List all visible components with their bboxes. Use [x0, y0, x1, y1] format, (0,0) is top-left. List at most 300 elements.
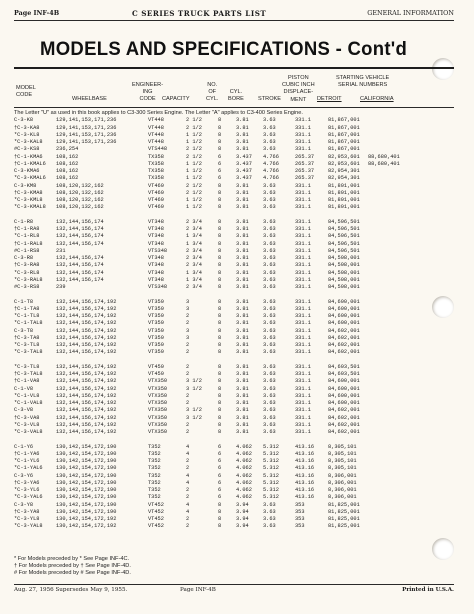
cylinders-cell: 8 [218, 139, 222, 145]
table-row [14, 125, 454, 132]
stroke-cell: 5.312 [263, 443, 279, 450]
engineering-code-cell: VT348 [148, 276, 164, 283]
wheelbase-cell: 129,141,153,171,236 [56, 139, 117, 145]
model-code-cell: †C-1-RA8 [14, 226, 40, 232]
bore-cell: 3.94 [236, 523, 249, 530]
column-header-stroke: STROKE [258, 96, 282, 102]
cylinders-cell: 8 [218, 508, 222, 515]
stroke-cell: 3.63 [263, 189, 276, 196]
wheelbase-cell: 132,144,156,174 [56, 240, 104, 247]
detroit-serial-cell: 84,506,501 [328, 233, 360, 240]
displacement-cell: 331.1 [295, 204, 311, 211]
footer-page-number: Page INF-4B [180, 587, 216, 593]
bore-cell: 3.81 [236, 371, 249, 377]
column-header-displacement: PISTON CUBIC INCH DISPLACE- MENT [282, 75, 315, 103]
model-code-cell: *C-3-VL8 [14, 421, 40, 428]
capacity-cell: 2 1/2 [186, 124, 202, 131]
header-divider [14, 20, 454, 21]
displacement-cell: 265.37 [295, 153, 315, 160]
bore-cell: 3.81 [236, 226, 249, 232]
table-row [14, 415, 454, 422]
stroke-cell: 3.63 [263, 371, 276, 377]
table-row [14, 429, 454, 436]
wheelbase-cell: 231 [56, 247, 66, 254]
capacity-cell: 2 3/4 [186, 262, 202, 269]
stroke-cell: 3.63 [263, 139, 276, 145]
engineering-code-cell: VT460 [148, 204, 164, 211]
model-code-cell: C-3-K8 [14, 117, 34, 124]
engineering-code-cell: VT350 [148, 349, 164, 356]
stroke-cell: 5.312 [263, 487, 279, 493]
detroit-serial-cell: 84,600,001 [328, 378, 360, 385]
engineering-code-cell: VT348 [148, 255, 164, 261]
displacement-cell: 331.1 [295, 124, 311, 131]
engine-series-note: The Letter "U" as used in this book applies to C3-300 Series Engine. The Letter "A" applies to C3-400 Series Engine. [14, 110, 303, 116]
detroit-serial-cell: 84,603,501 [328, 371, 360, 377]
bore-cell: 3.81 [236, 349, 249, 356]
capacity-cell: 2 1/2 [186, 189, 202, 196]
model-code-cell: #C-1-RS8 [14, 247, 40, 254]
capacity-cell: 1 1/2 [186, 139, 202, 145]
displacement-cell: 331.1 [295, 421, 311, 428]
capacity-cell: 1 3/4 [186, 240, 202, 247]
wheelbase-cell: 132,144,156,174,192 [56, 378, 117, 385]
cylinders-cell: 8 [218, 269, 222, 276]
engineering-code-cell: VTS448 [148, 146, 168, 153]
wheelbase-cell: 132,144,156,174,192 [56, 363, 117, 370]
engineering-code-cell: VT452 [148, 508, 164, 515]
table-row [14, 436, 454, 443]
model-code-cell: C-3-R8 [14, 255, 34, 261]
wheelbase-cell: 132,144,156,174,192 [56, 392, 117, 399]
engineering-code-cell: VT450 [148, 371, 164, 377]
capacity-cell: 4 [186, 501, 190, 508]
cylinders-cell: 6 [218, 160, 222, 167]
stroke-cell: 4.766 [263, 153, 279, 160]
table-row [14, 154, 454, 161]
stroke-cell: 5.312 [263, 458, 279, 464]
table-row [14, 183, 454, 190]
page-title: MODELS AND SPECIFICATIONS - Cont'd [40, 38, 408, 60]
table-row [14, 219, 454, 226]
detroit-serial-cell: 84,602,001 [328, 342, 360, 348]
wheelbase-cell: 239 [56, 284, 66, 290]
table-row [14, 378, 454, 385]
table-row [14, 320, 454, 327]
table-row [14, 233, 454, 240]
displacement-cell: 413.16 [295, 458, 315, 464]
stroke-cell: 5.312 [263, 465, 279, 472]
cylinders-cell: 8 [218, 363, 222, 370]
table-row [14, 502, 454, 509]
bore-cell: 3.81 [236, 124, 249, 131]
model-code-cell: †C-1-YA6 [14, 450, 40, 457]
table-row [14, 364, 454, 371]
detroit-serial-cell: 84,600,001 [328, 392, 360, 399]
displacement-cell: 331.1 [295, 349, 311, 356]
detroit-serial-cell: 84,602,001 [328, 334, 360, 341]
column-header-california: CALIFORNIA [360, 96, 394, 102]
displacement-cell: 331.1 [295, 429, 311, 435]
model-code-cell: *C-3-YAL6 [14, 494, 43, 501]
column-header-bore: CYL. BORE [228, 89, 244, 103]
model-code-cell: †C-1-RAL8 [14, 240, 43, 247]
capacity-cell: 2 [186, 349, 190, 356]
capacity-cell: 1 1/2 [186, 204, 202, 211]
stroke-cell: 4.766 [263, 168, 279, 174]
stroke-cell: 3.63 [263, 117, 276, 124]
displacement-cell: 265.37 [295, 168, 315, 174]
displacement-cell: 331.1 [295, 392, 311, 399]
detroit-serial-cell: 82,953,601 [328, 153, 360, 160]
cylinders-cell: 8 [218, 117, 222, 124]
model-code-cell: *C-3-VAL8 [14, 429, 43, 435]
displacement-cell: 353 [295, 508, 305, 515]
capacity-cell: 1 1/2 [186, 131, 202, 138]
cylinders-cell: 8 [218, 298, 222, 305]
column-header-engineering-code: ENGINEER- ING CODE [132, 82, 164, 103]
detroit-serial-cell: 81,867,001 [328, 131, 360, 138]
model-code-cell: †C-3-KMA8 [14, 189, 43, 196]
cylinders-cell: 8 [218, 240, 222, 247]
model-code-cell: C-3-KMA6 [14, 168, 40, 174]
cylinders-cell: 8 [218, 204, 222, 211]
displacement-cell: 331.1 [295, 327, 311, 334]
engineering-code-cell: VTX350 [148, 429, 168, 435]
detroit-serial-cell: 81,825,001 [328, 508, 360, 515]
engineering-code-cell: TX358 [148, 168, 164, 174]
wheelbase-cell: 132,144,156,174,192 [56, 327, 117, 334]
model-code-cell: C-3-KM8 [14, 182, 37, 189]
stroke-cell: 3.63 [263, 255, 276, 261]
cylinders-cell: 8 [218, 284, 222, 290]
table-row [14, 204, 454, 211]
engineering-code-cell: VTX350 [148, 378, 168, 385]
displacement-cell: 331.1 [295, 139, 311, 145]
model-code-cell: †C-3-VA8 [14, 414, 40, 421]
binder-hole [432, 538, 454, 560]
cylinders-cell: 8 [218, 342, 222, 348]
model-code-cell: †C-1-TA8 [14, 305, 40, 312]
stroke-cell: 5.312 [263, 479, 279, 486]
capacity-cell: 2 [186, 487, 190, 493]
bore-cell: 3.81 [236, 269, 249, 276]
model-code-cell: C-1-Y6 [14, 443, 34, 450]
capacity-cell: 2 [186, 465, 190, 472]
wheelbase-cell: 132,144,156,174,192 [56, 429, 117, 435]
stroke-cell: 3.63 [263, 523, 276, 530]
model-code-cell: *C-3-RAL8 [14, 276, 43, 283]
bore-cell: 3.81 [236, 233, 249, 240]
stroke-cell: 3.63 [263, 378, 276, 385]
table-row [14, 117, 454, 124]
california-serial-cell: 88,680,401 [368, 160, 400, 167]
cylinders-cell: 6 [218, 168, 222, 174]
capacity-cell: 3 1/2 [186, 407, 202, 414]
stroke-cell: 3.63 [263, 429, 276, 435]
model-code-cell: C-3-Y8 [14, 501, 34, 508]
detroit-serial-cell: 84,508,001 [328, 269, 360, 276]
cylinders-cell: 8 [218, 189, 222, 196]
displacement-cell: 331.1 [295, 298, 311, 305]
capacity-cell: 3 1/2 [186, 385, 202, 392]
bore-cell: 3.81 [236, 421, 249, 428]
stroke-cell: 3.63 [263, 233, 276, 240]
detroit-serial-cell: 84,603,501 [328, 363, 360, 370]
table-row [14, 328, 454, 335]
table-row [14, 139, 454, 146]
catalog-title: C SERIES TRUCK PARTS LIST [132, 9, 267, 18]
bore-cell: 4.062 [236, 465, 252, 472]
cylinders-cell: 6 [218, 153, 222, 160]
stroke-cell: 3.63 [263, 516, 276, 522]
detroit-serial-cell: 84,508,001 [328, 276, 360, 283]
detroit-serial-cell: 82,953,601 [328, 160, 360, 167]
detroit-serial-cell: 8,306,001 [328, 479, 357, 486]
displacement-cell: 331.1 [295, 226, 311, 232]
table-row [14, 444, 454, 451]
model-code-cell: †C-3-YA8 [14, 508, 40, 515]
displacement-cell: 331.1 [295, 363, 311, 370]
stroke-cell: 3.63 [263, 226, 276, 232]
page-number: Page INF-4B [14, 9, 60, 17]
footnote: # For Models preceded by # See Page INF-4D. [14, 570, 131, 577]
wheelbase-cell: 130,142,154,172,190 [56, 479, 117, 486]
bore-cell: 3.81 [236, 342, 249, 348]
capacity-cell: 2 [186, 494, 190, 501]
model-code-cell: *C-3-RL8 [14, 269, 40, 276]
displacement-cell: 413.16 [295, 472, 315, 479]
displacement-cell: 331.1 [295, 320, 311, 327]
capacity-cell: 2 [186, 516, 190, 522]
stroke-cell: 3.63 [263, 146, 276, 153]
bore-cell: 3.437 [236, 153, 252, 160]
bore-cell: 3.81 [236, 378, 249, 385]
detroit-serial-cell: 84,506,501 [328, 226, 360, 232]
capacity-cell: 2 1/2 [186, 153, 202, 160]
capacity-cell: 1 1/2 [186, 160, 202, 167]
wheelbase-cell: 129,141,153,171,236 [56, 124, 117, 131]
detroit-serial-cell: 8,306,001 [328, 494, 357, 501]
cylinders-cell: 6 [218, 487, 222, 493]
table-row [14, 393, 454, 400]
displacement-cell: 331.1 [295, 182, 311, 189]
bore-cell: 4.062 [236, 458, 252, 464]
column-header-cylinders: NO. OF CYL. [206, 82, 219, 103]
capacity-cell: 1 1/2 [186, 197, 202, 203]
engineering-code-cell: T352 [148, 443, 161, 450]
cylinders-cell: 8 [218, 182, 222, 189]
column-header-wheelbase: WHEELBASE [72, 96, 107, 102]
stroke-cell: 3.63 [263, 334, 276, 341]
displacement-cell: 331.1 [295, 313, 311, 319]
capacity-cell: 3 [186, 305, 190, 312]
model-code-cell: *C-3-KMAL8 [14, 204, 46, 211]
cylinders-cell: 8 [218, 516, 222, 522]
engineering-code-cell: VT448 [148, 117, 164, 124]
footnotes [14, 556, 131, 578]
capacity-cell: 3 1/2 [186, 378, 202, 385]
cylinders-cell: 8 [218, 378, 222, 385]
displacement-cell: 353 [295, 501, 305, 508]
displacement-cell: 331.1 [295, 269, 311, 276]
model-code-cell: *C-3-KAL8 [14, 139, 43, 145]
engineering-code-cell: TX358 [148, 175, 164, 182]
table-row [14, 371, 454, 378]
detroit-serial-cell: 8,305,101 [328, 458, 357, 464]
bore-cell: 3.81 [236, 204, 249, 211]
capacity-cell: 4 [186, 479, 190, 486]
table-row [14, 516, 454, 523]
engineering-code-cell: VT348 [148, 226, 164, 232]
table-row [14, 270, 454, 277]
model-code-cell: *C-1-YAL6 [14, 465, 43, 472]
capacity-cell: 2 [186, 523, 190, 530]
displacement-cell: 331.1 [295, 305, 311, 312]
detroit-serial-cell: 84,602,001 [328, 414, 360, 421]
table-row [14, 523, 454, 530]
detroit-serial-cell: 8,305,101 [328, 465, 357, 472]
model-code-cell: *C-3-KL8 [14, 131, 40, 138]
capacity-cell: 2 3/4 [186, 255, 202, 261]
bore-cell: 3.81 [236, 139, 249, 145]
bore-cell: 3.81 [236, 131, 249, 138]
wheelbase-cell: 108,120,132,162 [56, 204, 104, 211]
cylinders-cell: 8 [218, 262, 222, 269]
displacement-cell: 413.16 [295, 487, 315, 493]
bore-cell: 3.81 [236, 146, 249, 153]
table-row [14, 509, 454, 516]
cylinders-cell: 8 [218, 320, 222, 327]
engineering-code-cell: VTS348 [148, 284, 168, 290]
bore-cell: 3.81 [236, 262, 249, 269]
bore-cell: 4.062 [236, 479, 252, 486]
bore-cell: 3.94 [236, 501, 249, 508]
table-row [14, 168, 454, 175]
model-code-cell: *C-1-TL8 [14, 313, 40, 319]
model-code-cell: *C-1-TAL8 [14, 320, 43, 327]
cylinders-cell: 8 [218, 233, 222, 240]
capacity-cell: 2 [186, 400, 190, 406]
stroke-cell: 3.63 [263, 204, 276, 211]
engineering-code-cell: VT452 [148, 501, 164, 508]
displacement-cell: 413.16 [295, 450, 315, 457]
column-header-divider [14, 107, 454, 108]
cylinders-cell: 8 [218, 523, 222, 530]
engineering-code-cell: VT448 [148, 131, 164, 138]
wheelbase-cell: 132,144,156,174 [56, 262, 104, 269]
bore-cell: 3.81 [236, 429, 249, 435]
wheelbase-cell: 132,144,156,174,192 [56, 298, 117, 305]
stroke-cell: 3.63 [263, 342, 276, 348]
stroke-cell: 3.63 [263, 407, 276, 414]
table-row [14, 451, 454, 458]
wheelbase-cell: 108,162 [56, 168, 79, 174]
table-row [14, 190, 454, 197]
wheelbase-cell: 132,144,156,174,192 [56, 342, 117, 348]
bore-cell: 3.81 [236, 407, 249, 414]
model-code-cell: †C-3-RA8 [14, 262, 40, 269]
bore-cell: 3.94 [236, 516, 249, 522]
detroit-serial-cell: 84,508,001 [328, 255, 360, 261]
stroke-cell: 3.63 [263, 508, 276, 515]
california-serial-cell: 88,680,401 [368, 153, 400, 160]
engineering-code-cell: VT348 [148, 262, 164, 269]
capacity-cell: 2 3/4 [186, 226, 202, 232]
capacity-cell: 2 1/2 [186, 117, 202, 124]
capacity-cell: 3 [186, 334, 190, 341]
engineering-code-cell: TX358 [148, 153, 164, 160]
detroit-serial-cell: 84,508,001 [328, 262, 360, 269]
wheelbase-cell: 236,254 [56, 146, 79, 153]
engineering-code-cell: VT350 [148, 298, 164, 305]
stroke-cell: 3.63 [263, 400, 276, 406]
detroit-serial-cell: 81,867,001 [328, 124, 360, 131]
engineering-code-cell: VT452 [148, 523, 164, 530]
table-row [14, 494, 454, 501]
cylinders-cell: 6 [218, 494, 222, 501]
model-code-cell: C-1-T8 [14, 298, 34, 305]
bore-cell: 3.81 [236, 385, 249, 392]
capacity-cell: 1 3/4 [186, 276, 202, 283]
displacement-cell: 331.1 [295, 247, 311, 254]
wheelbase-cell: 108,162 [56, 160, 79, 167]
detroit-serial-cell: 81,867,001 [328, 117, 360, 124]
cylinders-cell: 8 [218, 407, 222, 414]
bore-cell: 4.062 [236, 494, 252, 501]
engineering-code-cell: VTX350 [148, 392, 168, 399]
cylinders-cell: 6 [218, 472, 222, 479]
column-header-detroit: DETROIT [317, 96, 342, 102]
wheelbase-cell: 132,144,156,174 [56, 226, 104, 232]
stroke-cell: 3.63 [263, 247, 276, 254]
cylinders-cell: 8 [218, 124, 222, 131]
table-row [14, 248, 454, 255]
model-code-cell: #C-3-KS8 [14, 146, 40, 153]
bore-cell: 3.81 [236, 247, 249, 254]
table-row [14, 313, 454, 320]
table-row [14, 241, 454, 248]
engineering-code-cell: VTS348 [148, 247, 168, 254]
cylinders-cell: 6 [218, 458, 222, 464]
bore-cell: 3.81 [236, 255, 249, 261]
displacement-cell: 331.1 [295, 189, 311, 196]
bore-cell: 3.81 [236, 117, 249, 124]
bore-cell: 3.81 [236, 320, 249, 327]
capacity-cell: 4 [186, 508, 190, 515]
engineering-code-cell: VTX350 [148, 421, 168, 428]
cylinders-cell: 6 [218, 450, 222, 457]
engineering-code-cell: T352 [148, 479, 161, 486]
capacity-cell: 2 3/4 [186, 218, 202, 225]
table-row [14, 306, 454, 313]
engineering-code-cell: VT450 [148, 363, 164, 370]
wheelbase-cell: 130,142,154,172,192 [56, 523, 117, 530]
model-code-cell: *C-3-KMAL6 [14, 175, 46, 182]
cylinders-cell: 8 [218, 400, 222, 406]
stroke-cell: 3.63 [263, 349, 276, 356]
engineering-code-cell: VT350 [148, 334, 164, 341]
print-notice: Printed in U.S.A. [402, 587, 454, 593]
detroit-serial-cell: 81,801,001 [328, 189, 360, 196]
stroke-cell: 3.63 [263, 363, 276, 370]
model-code-cell: C-3-T8 [14, 327, 34, 334]
detroit-serial-cell: 84,600,001 [328, 298, 360, 305]
detroit-serial-cell: 84,600,001 [328, 320, 360, 327]
stroke-cell: 3.63 [263, 320, 276, 327]
stroke-cell: 3.63 [263, 269, 276, 276]
displacement-cell: 265.37 [295, 160, 315, 167]
